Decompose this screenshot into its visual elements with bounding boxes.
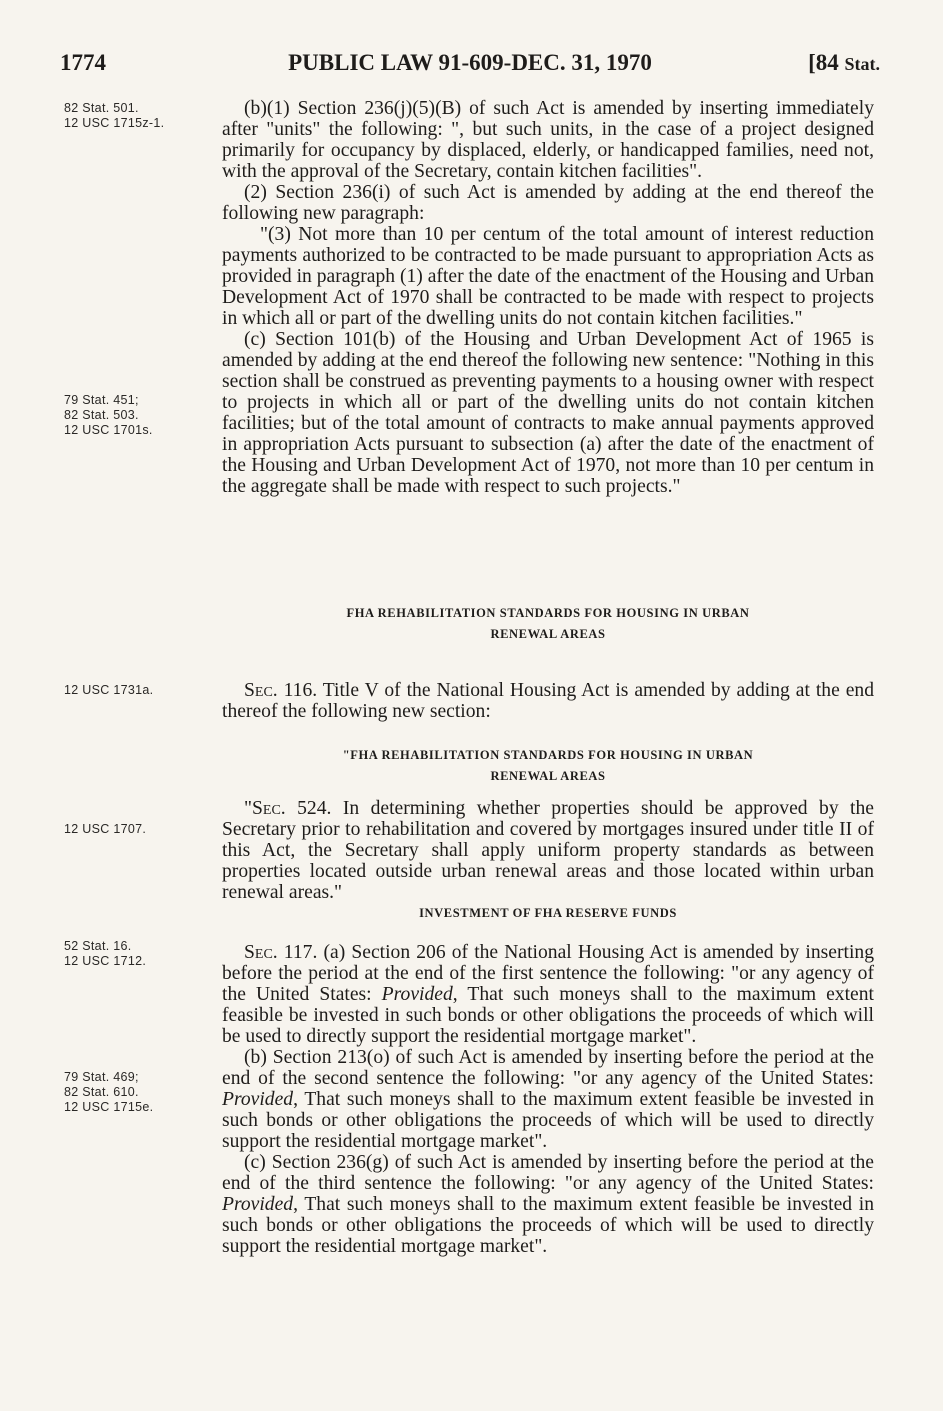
margin-note-line: 82 Stat. 610. — [64, 1085, 139, 1099]
margin-note-line: 12 USC 1707. — [64, 822, 147, 836]
margin-note-line: 52 Stat. 16. — [64, 939, 132, 953]
page-title: PUBLIC LAW 91-609-DEC. 31, 1970 — [288, 50, 652, 75]
section-heading-117 — [222, 903, 874, 924]
margin-note-5 — [64, 939, 214, 969]
paragraph-3: "(3) Not more than 10 per centum of the total amount of interest reduction payments authorized to be contracted to be made pursuant to appropriation Acts as provided in paragraph (1) after the date of the enactment of the Housing and Urban Development Act of 1970 shall be contracted to be made with respect to projects in which all or part of the dwelling units do not contain kitchen facilities." — [222, 224, 874, 329]
body-block-sec116 — [222, 680, 874, 722]
margin-note-2 — [64, 393, 214, 438]
section-117b-text-2: , That such moneys shall to the maximum extent feasible be invested in such bonds or other obligations the proceeds of which will be used to directly support the residential mortgage market". — [222, 1089, 874, 1152]
provided-word: Provided — [222, 1089, 294, 1110]
margin-note-line: 12 USC 1715e. — [64, 1100, 154, 1114]
paragraph-b1: (b)(1) Section 236(j)(5)(B) of such Act is amended by inserting immediately after "units" the following: ", but such units, in the case of a project designed primarily for occupancy by displaced, elderly, or handicapped families, need not, with the approval of the Secretary, contain kitchen facilities". — [222, 98, 874, 182]
page-header — [60, 50, 880, 82]
margin-note-line: 12 USC 1715z-1. — [64, 116, 165, 130]
body-block-sec524 — [222, 798, 874, 903]
margin-note-line: 82 Stat. 501. — [64, 101, 139, 115]
body-block-sec117 — [222, 942, 874, 1257]
section-117a-text-2: , That such moneys shall to the maximum extent feasible be invested in such bonds or other obligations the proceeds of which will be used to directly support the residential mortgage market". — [222, 984, 874, 1047]
section-117b-text-1: (b) Section 213(o) of such Act is amended by inserting before the period at the end of the second sentence the following: "or any agency of the United States: — [222, 1047, 874, 1089]
section-117a-text-1: (a) Section 206 of the National Housing Act is amended by inserting before the period at the end of the first sentence the following: "or any agency of the United States: — [222, 942, 874, 1005]
margin-note-6 — [64, 1070, 214, 1115]
heading-line: FHA REHABILITATION STANDARDS FOR HOUSING IN URBAN — [346, 606, 750, 620]
margin-note-1 — [64, 101, 214, 131]
stat-word: Stat. — [844, 54, 880, 74]
margin-note-line: 12 USC 1712. — [64, 954, 147, 968]
margin-note-line: 79 Stat. 469; — [64, 1070, 139, 1084]
heading-line: RENEWAL AREAS — [490, 769, 606, 783]
section-heading-524 — [222, 745, 874, 787]
heading-line: INVESTMENT OF FHA RESERVE FUNDS — [419, 906, 677, 920]
section-label-116: Sec. 116. — [244, 680, 318, 701]
margin-note-3 — [64, 683, 214, 698]
margin-note-line: 82 Stat. 503. — [64, 408, 139, 422]
margin-note-line: 79 Stat. 451; — [64, 393, 139, 407]
stat-volume: [84 — [808, 50, 845, 75]
body-block-1 — [222, 98, 874, 497]
paragraph-b2: (2) Section 236(i) of such Act is amended by adding at the end thereof the following new paragraph: — [222, 182, 874, 224]
paragraph-c: (c) Section 101(b) of the Housing and Urban Development Act of 1965 is amended by adding at the end thereof the following new sentence: "Nothing in this section shall be construed as preventing payments to a housing owner with respect to projects in which all or part of the dwelling units do not contain kitchen facilities; but of the total amount of contracts to make annual payments approved in appropriation Acts pursuant to subsection (a) after the date of the enactment of the Housing and Urban Development Act of 1970, not more than 10 per centum in the aggregate shall be made with respect to such projects." — [222, 329, 874, 497]
margin-note-line: 12 USC 1701s. — [64, 423, 153, 437]
margin-note-line: 12 USC 1731a. — [64, 683, 154, 697]
section-117c-text-1: (c) Section 236(g) of such Act is amended by inserting before the period at the end of the third sentence the following: "or any agency of the United States: — [222, 1152, 874, 1194]
heading-line: RENEWAL AREAS — [490, 627, 606, 641]
heading-line: "FHA REHABILITATION STANDARDS FOR HOUSING IN URBAN — [342, 748, 754, 762]
section-524-text: In determining whether properties should be approved by the Secretary prior to rehabilitation and covered by mortgages insured under title II of this Act, the Secretary shall apply uniform property standards as between properties located outside urban renewal areas and those located within urban renewal areas." — [222, 798, 874, 903]
section-heading-116 — [222, 603, 874, 645]
section-label-117: Sec. 117. — [244, 942, 318, 963]
page-number: 1774 — [60, 50, 106, 75]
provided-word: Provided — [381, 984, 453, 1005]
section-116-text: Title V of the National Housing Act is amended by adding at the end thereof the following new section: — [222, 680, 874, 722]
section-117c-text-2: , That such moneys shall to the maximum extent feasible be invested in such bonds or other obligations the proceeds of which will be used to directly support the residential mortgage market". — [222, 1194, 874, 1257]
provided-word: Provided — [222, 1194, 294, 1215]
margin-note-4 — [64, 822, 214, 837]
section-label-524: "Sec. 524. — [244, 798, 332, 819]
stat-reference — [808, 50, 880, 76]
